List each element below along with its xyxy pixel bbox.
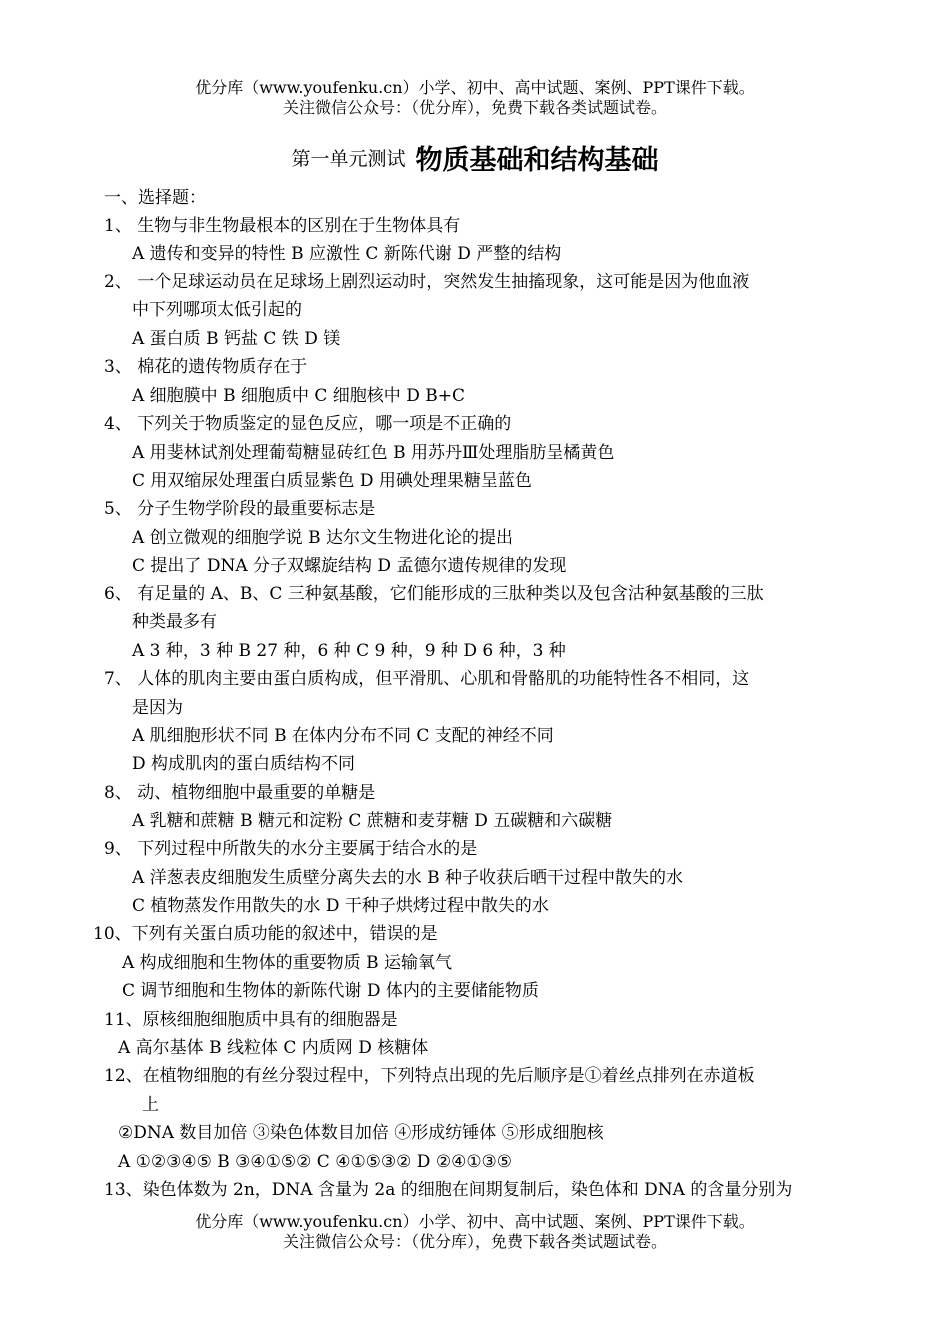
question-5: 5、 分子生物学阶段的最重要标志是 — [104, 499, 376, 519]
question-11: 11、原核细胞细胞质中具有的细胞器是 — [104, 1010, 398, 1030]
q12-options: A ①②③④⑤ B ③④①⑤② C ④①⑤③② D ②④①③⑤ — [118, 1152, 513, 1172]
q7-options-d: D 构成肌肉的蛋白质结构不同 — [132, 754, 356, 774]
footer-line-1: 优分库（www.youfenku.cn）小学、初中、高中试题、案例、PPT课件下载。 — [195, 1212, 755, 1231]
section-heading: 一、选择题： — [104, 188, 206, 208]
question-7-cont: 是因为 — [132, 698, 183, 718]
question-6: 6、 有足量的 A、B、C 三种氨基酸，它们能形成的三肽种类以及包含沽种氨基酸的三肽 — [104, 584, 764, 604]
question-2: 2、 一个足球运动员在足球场上剧烈运动时，突然发生抽搐现象，这可能是因为他血液 — [104, 272, 750, 292]
q6-options: A 3 种，3 种 B 27 种，6 种 C 9 种，9 种 D 6 种，3 种 — [132, 641, 566, 661]
header-line-2: 关注微信公众号：（优分库），免费下载各类试题试卷。 — [282, 98, 667, 117]
question-4: 4、 下列关于物质鉴定的显色反应，哪一项是不正确的 — [104, 414, 512, 434]
question-6-cont: 种类最多有 — [132, 612, 217, 632]
q10-options-cd: C 调节细胞和生物体的新陈代谢 D 体内的主要储能物质 — [122, 981, 539, 1001]
page-title — [0, 138, 950, 177]
q4-options-ab: A 用斐林试剂处理葡萄糖显砖红色 B 用苏丹Ⅲ处理脂肪呈橘黄色 — [132, 443, 615, 463]
q7-options-abc: A 肌细胞形状不同 B 在体内分布不同 C 支配的神经不同 — [132, 726, 554, 746]
question-8: 8、 动、植物细胞中最重要的单糖是 — [104, 783, 376, 803]
question-12-items: ②DNA 数目加倍 ③染色体数目加倍 ④形成纺锤体 ⑤形成细胞核 — [118, 1123, 604, 1143]
q10-options-ab: A 构成细胞和生物体的重要物质 B 运输氧气 — [122, 953, 452, 973]
question-7: 7、 人体的肌肉主要由蛋白质构成，但平滑肌、心肌和骨骼肌的功能特性各不相同，这 — [104, 669, 750, 689]
q2-options: A 蛋白质 B 钙盐 C 铁 D 镁 — [132, 329, 341, 349]
q3-options: A 细胞膜中 B 细胞质中 C 细胞核中 D B+C — [132, 386, 465, 406]
header-line-1: 优分库（www.youfenku.cn）小学、初中、高中试题、案例、PPT课件下载。 — [195, 78, 755, 97]
question-9: 9、 下列过程中所散失的水分主要属于结合水的是 — [104, 839, 478, 859]
q1-options: A 遗传和变异的特性 B 应激性 C 新陈代谢 D 严整的结构 — [132, 244, 562, 264]
q9-options-cd: C 植物蒸发作用散失的水 D 干种子烘烤过程中散失的水 — [132, 896, 549, 916]
unit-label: 第一单元测试 — [291, 148, 406, 170]
q5-options-ab: A 创立微观的细胞学说 B 达尔文生物进化论的提出 — [132, 528, 513, 548]
question-13: 13、染色体数为 2n，DNA 含量为 2a 的细胞在间期复制后，染色体和 DNA 的含量分别为 — [104, 1180, 793, 1200]
q8-options: A 乳糖和蔗糖 B 糖元和淀粉 C 蔗糖和麦芽糖 D 五碳糖和六碳糖 — [132, 811, 613, 831]
q9-options-ab: A 洋葱表皮细胞发生质壁分离失去的水 B 种子收获后晒干过程中散失的水 — [132, 868, 683, 888]
q11-options: A 高尔基体 B 线粒体 C 内质网 D 核糖体 — [118, 1038, 429, 1058]
question-3: 3、 棉花的遗传物质存在于 — [104, 357, 308, 377]
question-1: 1、 生物与非生物最根本的区别在于生物体具有 — [104, 216, 461, 236]
question-12-cont: 上 — [142, 1095, 159, 1115]
q4-options-cd: C 用双缩尿处理蛋白质显紫色 D 用碘处理果糖呈蓝色 — [132, 471, 532, 491]
footer-line-2: 关注微信公众号：（优分库），免费下载各类试题试卷。 — [282, 1232, 667, 1251]
unit-title: 物质基础和结构基础 — [415, 145, 659, 176]
question-2-cont: 中下列哪项太低引起的 — [132, 300, 302, 320]
question-12: 12、在植物细胞的有丝分裂过程中，下列特点出现的先后顺序是①着丝点排列在赤道板 — [104, 1066, 755, 1086]
question-10: 10、下列有关蛋白质功能的叙述中，错误的是 — [93, 924, 438, 944]
q5-options-cd: C 提出了 DNA 分子双螺旋结构 D 孟德尔遗传规律的发现 — [132, 556, 567, 576]
